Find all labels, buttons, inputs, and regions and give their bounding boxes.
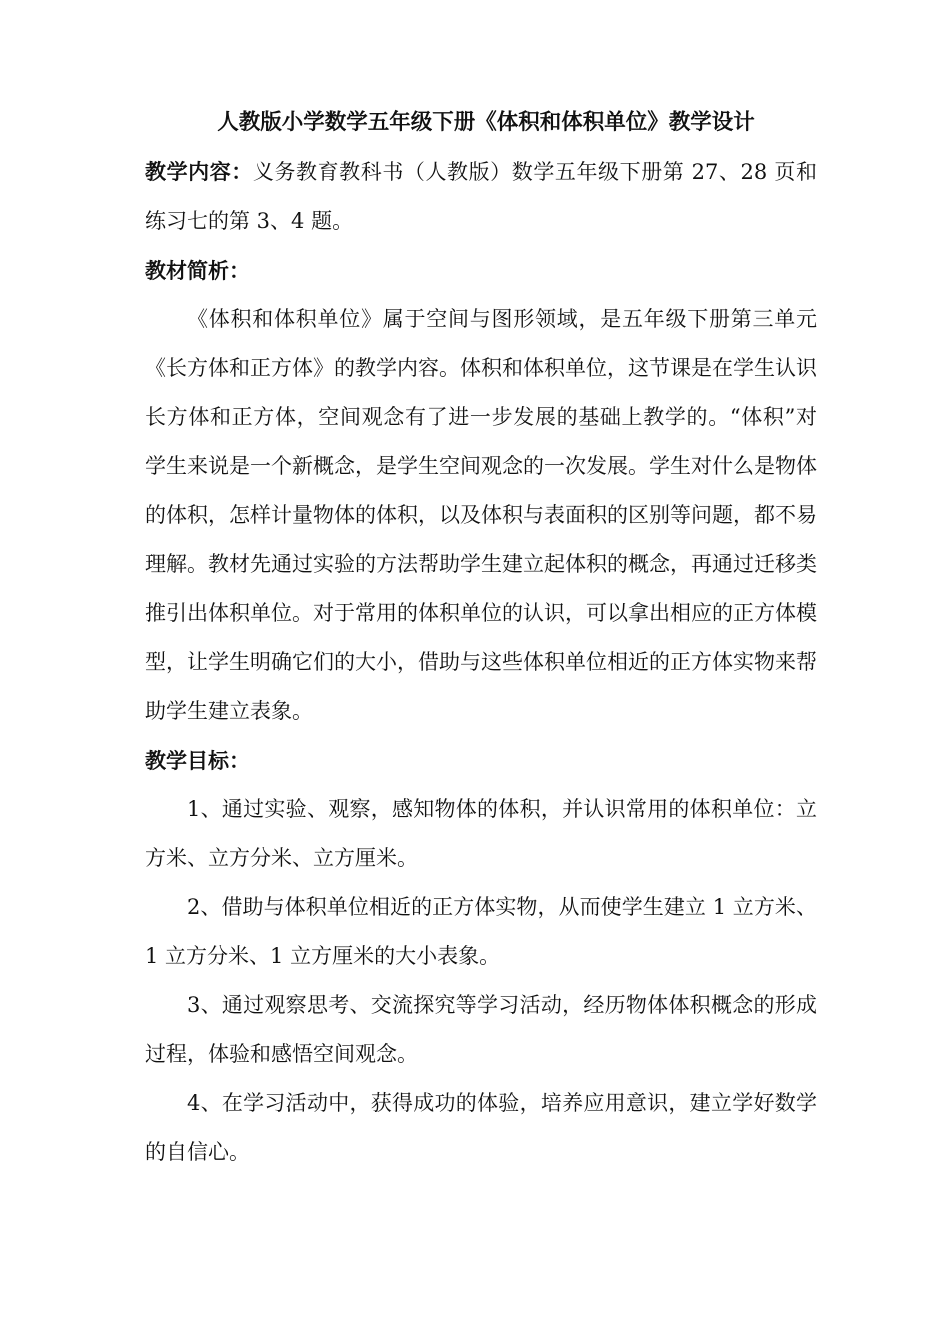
document-page (145, 98, 817, 1177)
teaching-content-paragraph (145, 147, 817, 246)
material-analysis-text: 《体积和体积单位》属于空间与图形领域，是五年级下册第三单元《长方体和正方体》的教学内容。体积和体积单位，这节课是在学生认识长方体和正方体，空间观念有了进一步发展的基础上教学的。“体积”对学生来说是一个新概念，是学生空间观念的一次发展。学生对什么是物体的体积，怎样计量物体的体积，以及体积与表面积的区别等问题，都不易理解。教材先通过实验的方法帮助学生建立起体积的概念，再通过迁移类推引出体积单位。对于常用的体积单位的认识，可以拿出相应的正方体模型，让学生明确它们的大小，借助与这些体积单位相近的正方体实物来帮助学生建立表象。 (145, 307, 817, 723)
objective-item: 4、在学习活动中，获得成功的体验，培养应用意识，建立学好数学的自信心。 (145, 1091, 817, 1164)
teaching-content-text: 义务教育教科书（人教版）数学五年级下册第 27、28 页和练习七的第 3、4 题。 (145, 160, 818, 233)
document-title: 人教版小学数学五年级下册《体积和体积单位》教学设计 (217, 110, 755, 135)
objective-item: 1、通过实验、观察，感知物体的体积，并认识常用的体积单位：立方米、立方分米、立方厘米。 (145, 797, 817, 870)
objective-item: 3、通过观察思考、交流探究等学习活动，经历物体体积概念的形成过程，体验和感悟空间观念。 (145, 993, 817, 1066)
objective-item: 2、借助与体积单位相近的正方体实物，从而使学生建立 1 立方米、1 立方分米、1 立方厘米的大小表象。 (145, 895, 817, 968)
teaching-content-label: 教学内容： (145, 159, 253, 184)
material-analysis-heading: 教材简析： (145, 258, 250, 283)
teaching-objectives-heading: 教学目标： (145, 748, 250, 773)
